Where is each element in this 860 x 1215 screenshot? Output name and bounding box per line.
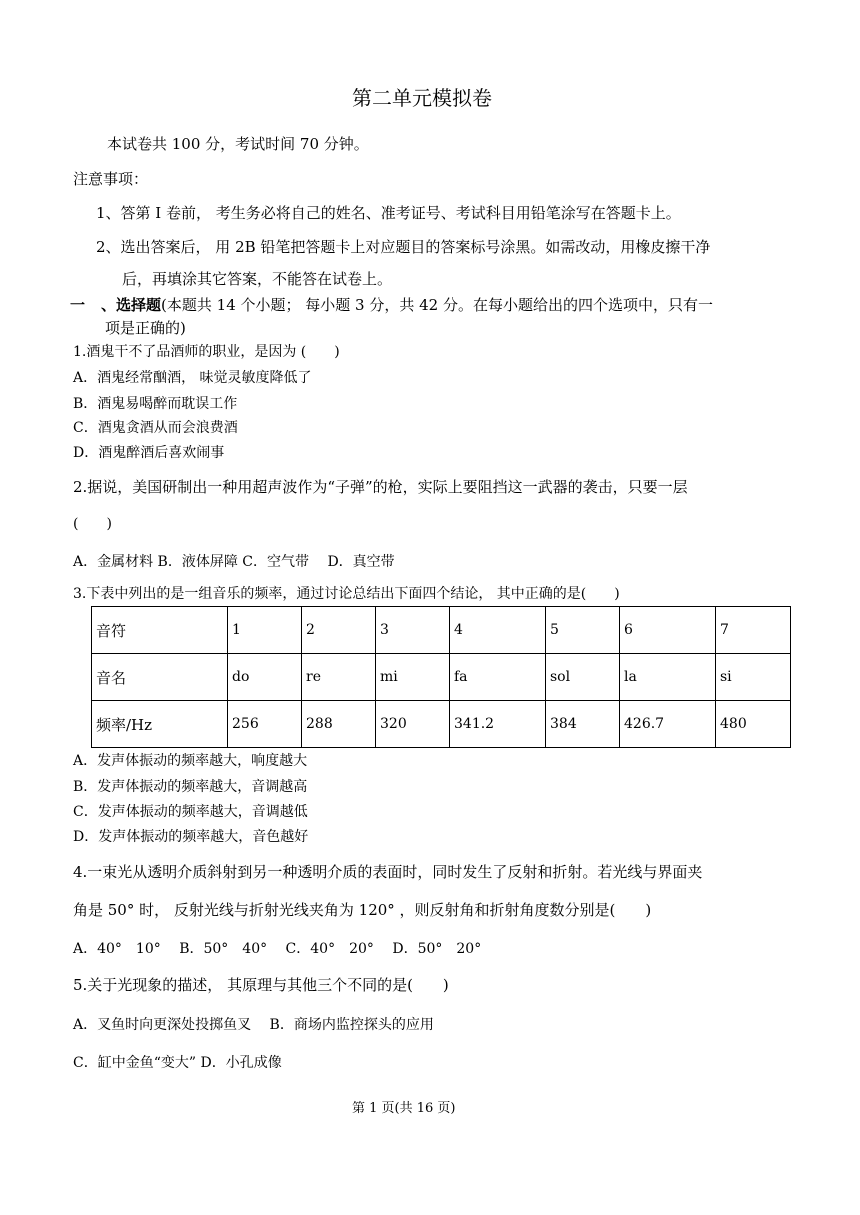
q4-stem-line2: 角是 50° 时， 反射光线与折射光线夹角为 120° ，则反射角和折射角度数分别是( ) <box>73 901 652 919</box>
section-number: 一 <box>70 296 86 314</box>
q4-options: A．40° 10° B．50° 40° C．40° 20° D．50° 20° <box>73 941 482 957</box>
table-cell: 频率/Hz <box>92 701 228 748</box>
q1-option-c: C．酒鬼贪酒从而会浪费酒 <box>73 420 238 436</box>
table-row <box>92 607 791 654</box>
table-cell: 384 <box>546 701 620 748</box>
q2-stem: 2.据说，美国研制出一种用超声波作为“子弹”的枪，实际上要阻挡这一武器的袭击，只要一层 <box>73 478 688 496</box>
table-row <box>92 654 791 701</box>
q5-options-line1: A．叉鱼时向更深处投掷鱼叉 B．商场内监控探头的应用 <box>73 1017 434 1033</box>
table-cell: fa <box>450 654 546 701</box>
table-row <box>92 701 791 748</box>
table-cell: mi <box>376 654 450 701</box>
exam-intro: 本试卷共 100 分，考试时间 70 分钟。 <box>107 135 369 153</box>
table-cell: 5 <box>546 607 620 654</box>
q2-blank: ( ) <box>73 516 112 532</box>
q1-stem: 1.酒鬼干不了品酒师的职业，是因为 ( ) <box>73 344 340 360</box>
section-heading <box>70 295 713 315</box>
section-description: (本题共 14 个小题； 每小题 3 分，共 42 分。在每小题给出的四个选项中，只有一 <box>161 296 713 314</box>
q4-stem-line1: 4.一束光从透明介质斜射到另一种透明介质的表面时，同时发生了反射和折射。若光线与界面夹 <box>73 863 703 881</box>
table-cell: 288 <box>302 701 376 748</box>
table-cell: 480 <box>716 701 791 748</box>
table-cell: 2 <box>302 607 376 654</box>
table-cell: 320 <box>376 701 450 748</box>
table-cell: 音名 <box>92 654 228 701</box>
table-cell: 3 <box>376 607 450 654</box>
note-item-2-line1: 2、选出答案后， 用 2B 铅笔把答题卡上对应题目的答案标号涂黑。如需改动，用橡皮擦干净 <box>96 238 711 256</box>
q3-option-a: A．发声体振动的频率越大，响度越大 <box>73 753 308 769</box>
q3-option-d: D．发声体振动的频率越大，音色越好 <box>73 829 309 845</box>
q5-stem: 5.关于光现象的描述， 其原理与其他三个不同的是( ) <box>73 976 449 994</box>
note-item-2-line2: 后，再填涂其它答案，不能答在试卷上。 <box>122 270 393 288</box>
table-cell: 7 <box>716 607 791 654</box>
table-cell: sol <box>546 654 620 701</box>
table-cell: 256 <box>228 701 302 748</box>
notes-heading: 注意事项： <box>73 170 149 188</box>
page-footer: 第 1 页(共 16 页) <box>352 1101 456 1116</box>
note-item-1: 1、答第 I 卷前， 考生务必将自己的姓名、准考证号、考试科目用铅笔涂写在答题卡上。 <box>96 204 681 222</box>
q2-options: A．金属材料 B．液体屏障 C．空气带 D．真空带 <box>73 554 395 570</box>
frequency-table <box>91 606 791 748</box>
page-title: 第二单元模拟卷 <box>352 86 492 110</box>
q1-option-d: D．酒鬼醉酒后喜欢闹事 <box>73 445 225 461</box>
q1-option-a: A．酒鬼经常酗酒， 味觉灵敏度降低了 <box>73 370 312 386</box>
table-cell: 426.7 <box>620 701 716 748</box>
q1-option-b: B．酒鬼易喝醉而耽误工作 <box>73 396 238 412</box>
q3-option-c: C．发声体振动的频率越大，音调越低 <box>73 804 308 820</box>
table-cell: 6 <box>620 607 716 654</box>
table-cell: la <box>620 654 716 701</box>
table-cell: 音符 <box>92 607 228 654</box>
table-cell: 341.2 <box>450 701 546 748</box>
q5-options-line2: C．缸中金鱼“变大” D．小孔成像 <box>73 1055 282 1071</box>
table-cell: 4 <box>450 607 546 654</box>
table-cell: si <box>716 654 791 701</box>
section-title: 、选择题 <box>101 296 162 314</box>
section-description-line2: 项是正确的) <box>105 319 186 337</box>
table-cell: do <box>228 654 302 701</box>
q3-option-b: B．发声体振动的频率越大，音调越高 <box>73 779 308 795</box>
table-cell: re <box>302 654 376 701</box>
q3-stem: 3.下表中列出的是一组音乐的频率，通过讨论总结出下面四个结论， 其中正确的是( ) <box>73 586 620 602</box>
table-cell: 1 <box>228 607 302 654</box>
